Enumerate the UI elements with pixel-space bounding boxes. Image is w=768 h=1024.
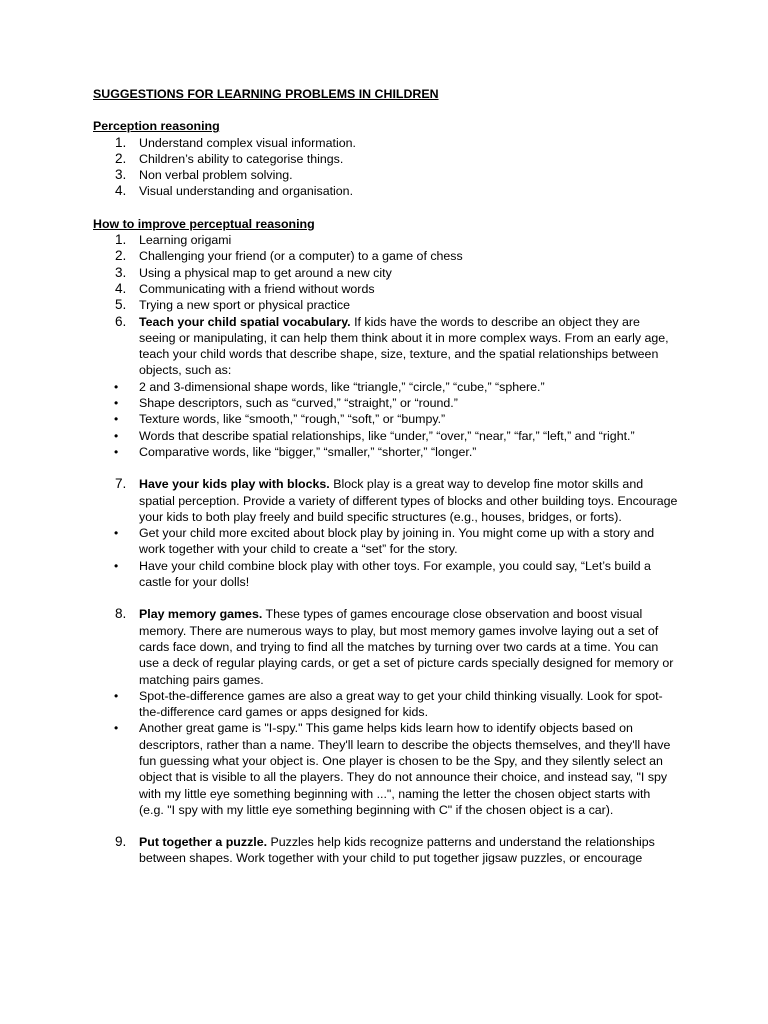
paragraph-spacer [93,460,678,476]
list-number: 3. [115,167,127,183]
item-text: Understand complex visual information. [139,135,356,150]
item-text: Visual understanding and organisation. [139,184,354,199]
bullet-list-item [93,720,678,818]
item-text: 2 and 3-dimensional shape words, like “triangle,” “circle,” “cube,” “sphere.” [139,379,545,394]
bullet-icon: • [114,688,119,703]
bullet-icon: • [114,412,119,427]
list-number: 6. [115,313,127,329]
numbered-list-item [93,151,678,167]
numbered-list-item [93,232,678,248]
item-text: Puzzles help kids recognize patterns and understand the relationships between shapes. Work together with your child to put together jigsaw puzzles, or encourage [139,835,655,866]
numbered-list-item [93,314,678,379]
item-text: Shape descriptors, such as “curved,” “straight,” or “round.” [139,396,458,411]
item-text: Communicating with a friend without words [139,281,375,296]
document-title: SUGGESTIONS FOR LEARNING PROBLEMS IN CHILDREN [93,87,439,101]
item-lead-in: Put together a puzzle. [139,835,268,850]
bullet-icon: • [114,428,119,443]
section-heading: Perception reasoning [93,119,220,134]
list-number: 1. [115,134,127,150]
list-number: 5. [115,297,127,313]
item-text: Trying a new sport or physical practice [139,298,350,313]
paragraph-spacer [93,590,678,606]
numbered-list-item [93,834,678,867]
item-lead-in: Have your kids play with blocks. [139,477,330,492]
item-text: These types of games encourage close observation and boost visual memory. There are numerous ways to play, but most memory games involve laying out a set of cards face down, and trying to find all the matches by turning over two cards at a time. You can use a deck of regular playing cards, or get a set of picture cards specially designed for memory or matching pairs games. [139,607,674,687]
numbered-list-item [93,135,678,151]
bullet-list-item [93,525,678,558]
bullet-list-item [93,444,678,460]
item-text: Have your child combine block play with other toys. For example, you could say, “Let’s build a castle for your dolls! [139,558,651,590]
item-text: Words that describe spatial relationships, like “under,” “over,” “near,” “far,” “left,” and “right.” [139,428,635,443]
bullet-list-item [93,688,678,721]
numbered-list-item [93,297,678,313]
item-lead-in: Teach your child spatial vocabulary. [139,314,351,329]
item-text: Spot-the-difference games are also a great way to get your child thinking visually. Look for spot-the-difference card games or apps designed for kids. [139,688,663,720]
numbered-list-item [93,606,678,687]
bullet-icon: • [114,526,119,541]
bullet-icon: • [114,396,119,411]
numbered-list-item [93,167,678,183]
bullet-icon: • [114,444,119,459]
bullet-list-item [93,379,678,395]
bullet-list-item [93,558,678,591]
item-text: Using a physical map to get around a new city [139,265,392,280]
numbered-list-item [93,183,678,199]
section-spacer [93,200,678,216]
item-text: Learning origami [139,233,232,248]
bullet-icon: • [114,721,119,736]
bullet-list-item [93,428,678,444]
bullet-list-item [93,395,678,411]
section-heading: How to improve perceptual reasoning [93,216,315,231]
item-text: Non verbal problem solving. [139,168,293,183]
item-text: Another great game is "I-spy." This game helps kids learn how to identify objects based on descriptors, rather than a name. They'll learn to describe the objects themselves, and they'll have fun guessing what your object is. One player is chosen to be the Spy, and they silently select an object that is visible to all the players. They do not announce their choice, and instead say, "I spy with my little eye something beginning with ...", naming the letter the chosen object starts with (e.g. "I spy with my little eye something beginning with C" if the chosen object is a car). [139,721,671,817]
numbered-list-item [93,265,678,281]
item-text: Texture words, like “smooth,” “rough,” “soft,” or “bumpy.” [139,412,446,427]
document-body [93,118,678,866]
item-text: If kids have the words to describe an object they are seeing or manipulating, it can help them think about it in more complex ways. From an early age, teach your child words that describe shape, size, texture, and the spatial relationships between objects, such as: [139,314,669,378]
item-text: Challenging your friend (or a computer) to a game of chess [139,249,463,264]
numbered-list-item [93,476,678,525]
item-text: Children’s ability to categorise things. [139,151,344,166]
item-lead-in: Play memory games. [139,607,263,622]
list-number: 4. [115,280,127,296]
numbered-list-item [93,281,678,297]
bullet-list-item [93,411,678,427]
list-number: 2. [115,150,127,166]
list-number: 3. [115,264,127,280]
numbered-list-item [93,248,678,264]
list-number: 4. [115,183,127,199]
list-number: 2. [115,248,127,264]
item-text: Get your child more excited about block play by joining in. You might come up with a story and work together with your child to create a “set” for the story. [139,526,655,557]
bullet-icon: • [114,558,119,573]
item-text: Comparative words, like “bigger,” “smaller,” “shorter,” “longer.” [139,444,477,459]
paragraph-spacer [93,818,678,834]
list-number: 9. [115,834,127,850]
list-number: 7. [115,476,127,492]
item-text: Block play is a great way to develop fine motor skills and spatial perception. Provide a variety of different types of blocks and other building toys. Encourage your kids to both play freely and build specific structures (e.g., houses, bridges, or forts). [139,477,678,524]
bullet-icon: • [114,379,119,394]
list-number: 8. [115,606,127,622]
list-number: 1. [115,232,127,248]
